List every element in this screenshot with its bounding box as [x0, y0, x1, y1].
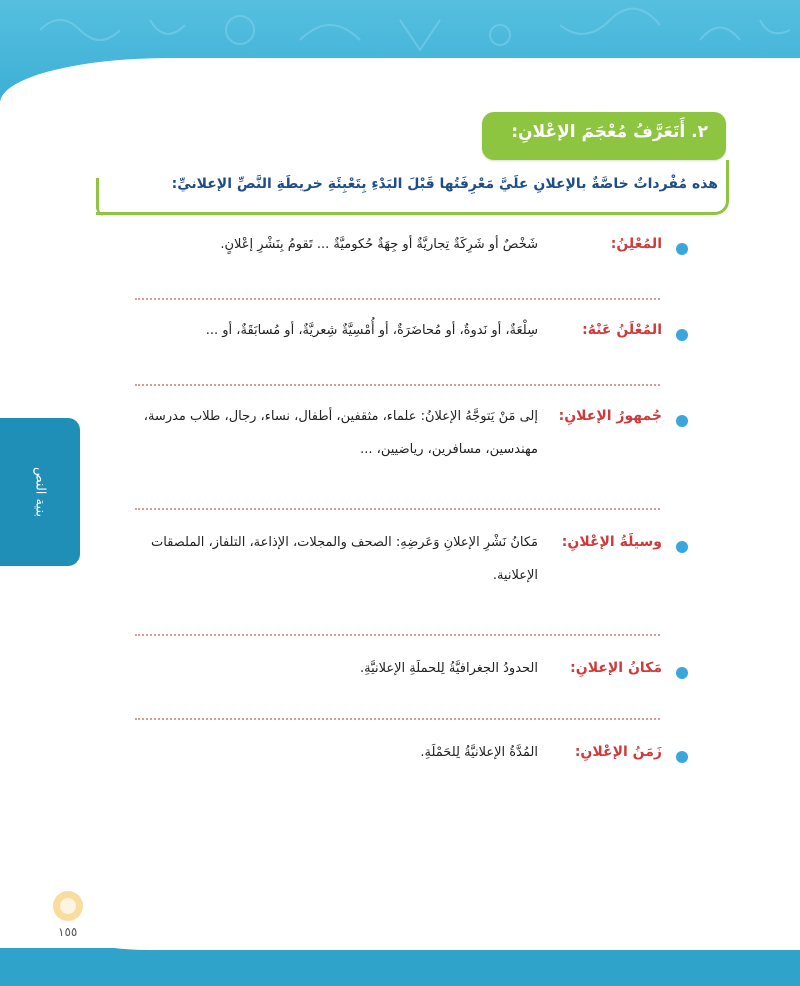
vocab-entry [108, 404, 668, 464]
dotted-divider [135, 384, 660, 386]
vocab-term: مَكانُ الإعلانِ: [570, 660, 662, 676]
vocab-definition: مَكانُ نَشْرِ الإعلانِ وَعَرضِهِ: الصحف والمجلات، الإذاعة، التلفاز، الملصقات الإعلانية. [150, 535, 538, 583]
page-number: ١٥٥ [58, 925, 78, 939]
vocab-definition: الحدودُ الجغرافيَّةُ لِلحملَةِ الإعلانيَّةِ. [359, 661, 538, 676]
section-title: ٢. أَتَعَرَّفُ مُعْجَمَ الإعْلانِ: [511, 122, 708, 142]
vocab-definition: سِلْعَةٌ، أو نَدوةٌ، أو مُحاضَرَةٌ، أو أُمْسِيَّةٌ شِعريَّةٌ، أو مُسابَقَةٌ، أو ... [205, 323, 538, 338]
side-tab-label: بنية النص [32, 467, 48, 517]
bullet-icon [676, 415, 688, 427]
intro-text: هذه مُفْرداتٌ خاصَّةٌ بالإعلانِ علَيَّ مَعْرِفَتُها قَبْلَ البَدْءِ بِتَعْبِئَةِ خريطَةِ النَّصِّ الإعلانيِّ: [171, 176, 718, 192]
bullet-icon [676, 751, 688, 763]
vocab-definition: شَخْصٌ أو شَرِكَةٌ تِجاريَّةٌ أو جِهَةٌ حُكوميَّةٌ ... تَقومُ بِنَشْرِ إعْلانٍ. [220, 237, 538, 252]
dotted-divider [135, 298, 660, 300]
intro-frame-corner [96, 178, 105, 216]
bullet-icon [676, 243, 688, 255]
bullet-icon [676, 329, 688, 341]
vocab-term: وسيلَةُ الإعْلانِ: [561, 534, 662, 550]
vocab-entry [108, 318, 668, 378]
publisher-logo-icon [44, 884, 92, 924]
vocab-term: المُعْلِنُ: [610, 236, 662, 252]
bullet-icon [676, 667, 688, 679]
vocab-definition: إلى مَنْ يَتوجَّهُ الإعلانُ: علماء، مثقفين، أطفال، نساء، رجال، طلاب مدرسة، مهندسين، مسافرين، رياضيين، ... [143, 409, 538, 457]
vocab-term: المُعْلَنُ عَنْهُ: [582, 322, 662, 338]
page-bottom-curve [0, 880, 800, 950]
vocab-definition: المُدَّةُ الإعلانيَّةُ لِلحَمْلَةِ. [420, 745, 538, 760]
bullet-icon [676, 541, 688, 553]
vocab-entry [108, 530, 668, 590]
dotted-divider [135, 634, 660, 636]
dotted-divider [135, 508, 660, 510]
vocab-term: جُمهورُ الإعلانِ: [558, 408, 662, 424]
vocab-entry [108, 232, 668, 292]
vocab-entry [108, 656, 668, 716]
section-header [482, 112, 726, 160]
dotted-divider [135, 718, 660, 720]
vocab-entry [108, 740, 668, 800]
vocab-term: زَمَنُ الإعْلانِ: [574, 744, 662, 760]
